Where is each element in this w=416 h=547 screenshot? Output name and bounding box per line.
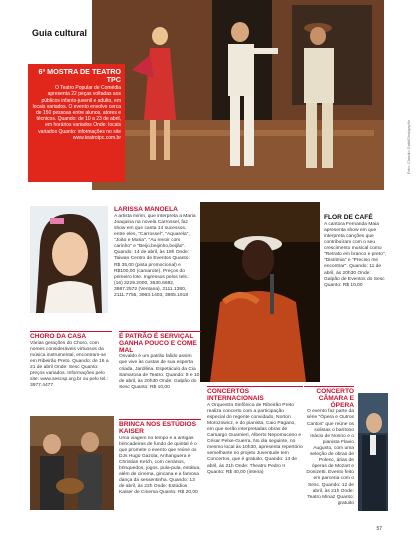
baritone-photo [358,393,388,511]
divider [30,331,112,332]
article-title: LARISSA MANOELA [114,206,178,213]
divider [119,419,201,420]
article-body: O evento faz parte da série "Ópera e Outros Cantos" que reúne os solistas o barítono Inácio de Nonno e o pianista Flavio Augusto, com uma seleção de obras de Polenc, árias de óperas de Mozart e Donizetti. Evento feito em parceria com o Sesc. Quando: 12 de abril, às 21h Onde: Teatro Minaz Quanto: gratuito [306,409,354,506]
article-body: A Orquestra Sinfônica de Ribeirão Preto realiza concerto com a participação especial do regente convidado, Norton Morozowicz, e do pianista, Caio Pagano, em que serão interpretadas obras de Camargo Guarnieri, Alberto Nepomuceno e César Pelxe-Guerra. No dia seguinte, no mesmo local às 10h30, apresenta repertório semelhante no projeto Juventude tem Concertos, que é gratuito. Quando: 13 de abril, às 21h Onde: Theatro Pedro II Quanto: R$ 40,00 (inteira) [207,402,303,475]
article-body: Várias gerações do Choro, com nomes consideráveis virtuosos da música instrumental, encontram-se em Ribeirão Preto. Quando: de 16 a 21 de abril Onde: Sesc Quanto: preços variados. Informações pelo site: www.sescsp.org.br ou pelo tel.: 3977.4477 [30,340,109,389]
article-title: CONCERTOS INTERNACIONAIS [207,388,264,402]
featured-box [28,64,125,182]
singer-photo [200,202,320,382]
divider [304,386,354,387]
article-title: É PATRÃO É SERVIÇAL GANHA POUCO E COME MAL [119,333,197,354]
theatre-photo [92,0,384,190]
featured-title: 6ª MOSTRA DE TEATRO TPC [38,67,121,84]
featured-body: O Teatro Popular de Comédia apresenta 22 peças voltadas aos públicos infanto-juvenil e adulto, em locais variados. O evento envolve cerca de 150 pessoas entre alunos, atores e técnicos. Quando: de 10 a 23 de abril, em horários variados Onde: locais variados Quanto: informações no site www.teatrotpc.com.br [32,85,121,141]
article-body: A artista mirim, que interpreta a Maria Joaquina na novela Carrossel, faz show em que canta 14 sucessos, entre eles, "Carrossel", "Aquarela", "João e Maria", "Au revoir com carinho" e "Beijo,beijinho,beijão". Quando: 14 de abril, às 19h Onde: Taiwan Centro de Eventos Quanto: R$ 35,00 (pista promocional) e R$100,00 (camarote). Preços do primeiro lote. Ingressos pelos tels.: (16) 3229.2000, 3630.6682, 3987.2572 (Ventana), 2111.1380, 2111.7755, 3963.1403, 3965.1918 [114,213,196,299]
article-opera [304,386,354,507]
page-number: 57 [376,526,382,532]
article-concertos [207,386,303,476]
article-larissa [114,207,196,299]
photo-credit: Foto: Claudio Gatti/Divulgação [406,120,411,175]
article-body: Osvaldo é um patrão falido assim que vive às custas de sua esperta criada, Jardilina. Espetáculo da Cia Samarosa de Teatro. Quando: 9 e 10 de abril, às 20h30 Onde: Galpão do Sesc Quanto: R$ 10,00 [119,354,200,390]
divider [207,386,303,387]
article-title: BRINCA NOS ESTÚDIOS KAISER [119,421,197,435]
article-brinca [119,419,201,497]
article-body: Uma viagem no tempo e a antigas brincadeiras de fundo de quintal é o que promete o evento que reúne os DJs Hugo Gazola, Anhanguera e Christian Kelch, com cenários, brinquedos, jogos, pula-pula, estátua, além de cinema, gincana e a famosa dança da sessentinha. Quando: 13 de abril, às 22h Onde: Estúdios Kaiser de Cinema Quanto: R$ 20,00 [119,435,201,496]
article-flor [324,215,386,289]
article-body: A cantora Fernanda Maia apresenta show em que interpreta canções que contribuíram com o seu crescimento musical como "Retrato em branco e preto", "Disritmia" e "Preciso me encontrar". Quando: 11 de abril, às 20h30 Onde: Galpão de Eventos do Sesc Quanto: R$ 10,00 [324,221,386,288]
article-title: CONCERTO CÂMARA E ÓPERA [316,388,354,409]
section-title: Guia cultural [32,28,88,38]
article-patrao [119,331,201,391]
article-title: CHORO DA CASA [30,333,87,340]
choro-photo [30,416,114,510]
larissa-photo [30,206,108,313]
article-title: FLOR DE CAFÉ [324,214,373,221]
article-choro [30,331,112,390]
divider [119,331,201,332]
